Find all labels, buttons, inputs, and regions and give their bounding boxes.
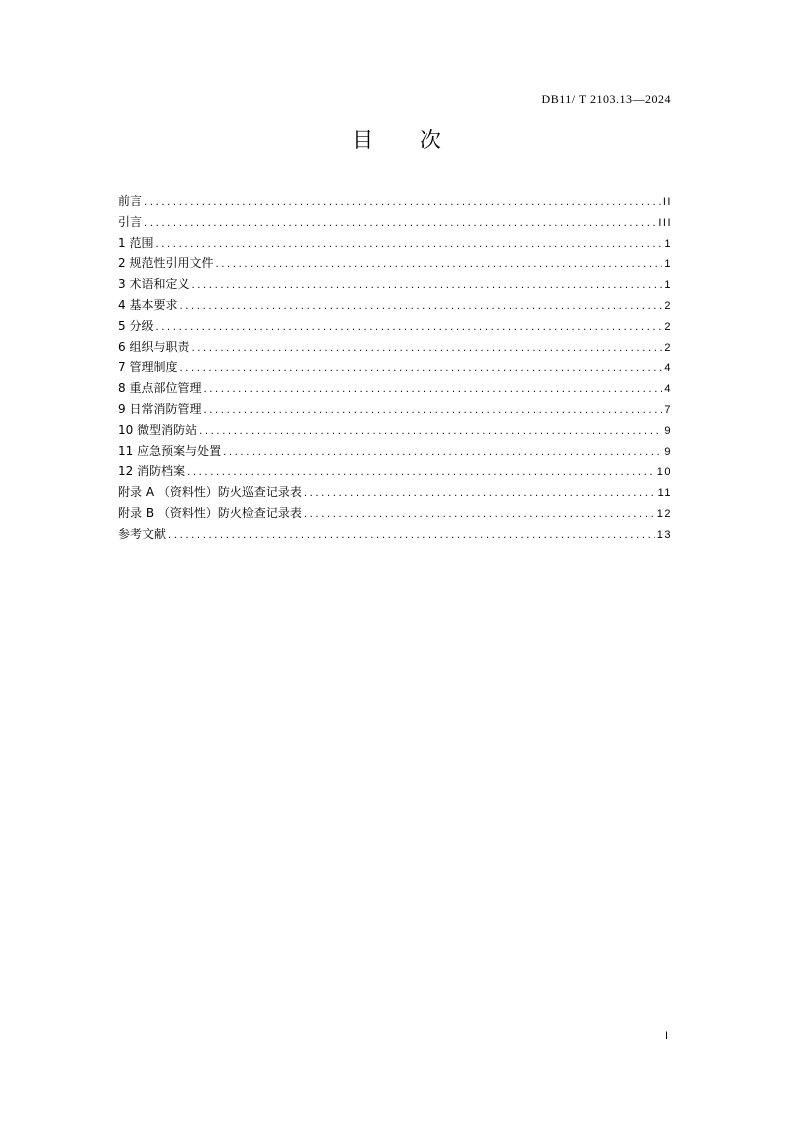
toc-entry-label: 2 规范性引用文件 (118, 256, 214, 271)
toc-entry-page: III (658, 216, 672, 229)
toc-leader-dots (203, 380, 662, 401)
toc-entry-emergency-plan[interactable] (118, 441, 672, 462)
toc-leader-dots (168, 526, 655, 547)
toc-entry-page: 12 (656, 507, 672, 520)
toc-entry-scope[interactable] (118, 233, 672, 254)
toc-entry-label: 8 重点部位管理 (118, 381, 202, 396)
toc-entry-organization[interactable] (118, 337, 672, 358)
toc-leader-dots (223, 443, 662, 464)
toc-entry-page: 1 (664, 237, 672, 250)
toc-entry-label: 引言 (118, 214, 143, 229)
toc-leader-dots (179, 359, 662, 380)
toc-entry-page: 4 (664, 362, 672, 375)
page-number: I (665, 1030, 669, 1042)
toc-entry-appendix-a[interactable] (118, 482, 672, 503)
toc-leader-dots (215, 255, 662, 276)
toc-entry-page: 9 (664, 445, 672, 458)
toc-entry-label: 6 组织与职责 (118, 339, 190, 354)
toc-entry-label: 11 应急预案与处置 (118, 443, 222, 458)
toc-leader-dots (191, 276, 662, 297)
toc-entry-foreword[interactable] (118, 191, 672, 212)
toc-leader-dots (304, 505, 655, 526)
toc-entry-page: II (662, 196, 672, 208)
toc-entry-basic-requirements[interactable] (118, 295, 672, 316)
toc-entry-label: 7 管理制度 (118, 360, 178, 375)
toc-entry-label: 附录 A （资料性）防火巡查记录表 (118, 485, 302, 500)
toc-entry-daily-fire-management[interactable] (118, 399, 672, 420)
toc-entry-page: 2 (664, 299, 672, 312)
toc-leader-dots (191, 339, 662, 360)
toc-entry-label: 9 日常消防管理 (118, 401, 202, 416)
toc-entry-page: 1 (664, 258, 672, 271)
toc-title: 目 次 (352, 128, 461, 152)
toc-entry-page: 1 (664, 279, 672, 292)
toc-leader-dots (155, 235, 662, 256)
toc-entry-label: 12 消防档案 (118, 464, 186, 479)
toc-entry-bibliography[interactable] (118, 524, 672, 545)
toc-leader-dots (304, 484, 656, 505)
toc-entry-micro-fire-station[interactable] (118, 420, 672, 441)
toc-entry-label: 4 基本要求 (118, 297, 178, 312)
toc-entry-label: 附录 B （资料性）防火检查记录表 (118, 505, 302, 520)
toc-entry-page: 10 (656, 466, 672, 479)
toc-entry-fire-archives[interactable] (118, 461, 672, 482)
toc-entry-label: 10 微型消防站 (118, 422, 198, 437)
document-code: DB11/ T 2103.13—2024 (541, 92, 671, 106)
toc-entry-label: 1 范围 (118, 235, 154, 250)
toc-entry-page: 2 (664, 341, 672, 354)
toc-entry-terms[interactable] (118, 274, 672, 295)
toc-entry-page: 2 (664, 320, 672, 333)
toc-entry-normative-references[interactable] (118, 253, 672, 274)
toc-entry-classification[interactable] (118, 316, 672, 337)
toc-leader-dots (144, 214, 656, 235)
toc-entry-label: 参考文献 (118, 526, 167, 541)
toc-leader-dots (199, 422, 662, 443)
toc-entry-label: 前言 (118, 194, 143, 208)
toc-entry-page: 4 (664, 383, 672, 396)
toc-entry-label: 3 术语和定义 (118, 277, 190, 292)
toc-leader-dots (179, 297, 662, 318)
toc-entry-page: 9 (664, 424, 672, 437)
toc-entry-management-system[interactable] (118, 357, 672, 378)
toc-entry-page: 13 (656, 528, 672, 541)
toc-leader-dots (187, 463, 655, 484)
toc-leader-dots (144, 193, 661, 214)
toc-entry-page: 11 (657, 487, 672, 500)
toc-entry-key-areas[interactable] (118, 378, 672, 399)
toc-leader-dots (155, 318, 662, 339)
toc-leader-dots (203, 401, 662, 422)
toc-entry-label: 5 分级 (118, 318, 154, 333)
toc-entry-introduction[interactable] (118, 212, 672, 233)
toc-entry-appendix-b[interactable] (118, 503, 672, 524)
toc-entry-page: 7 (664, 403, 672, 416)
toc-list (118, 191, 672, 545)
